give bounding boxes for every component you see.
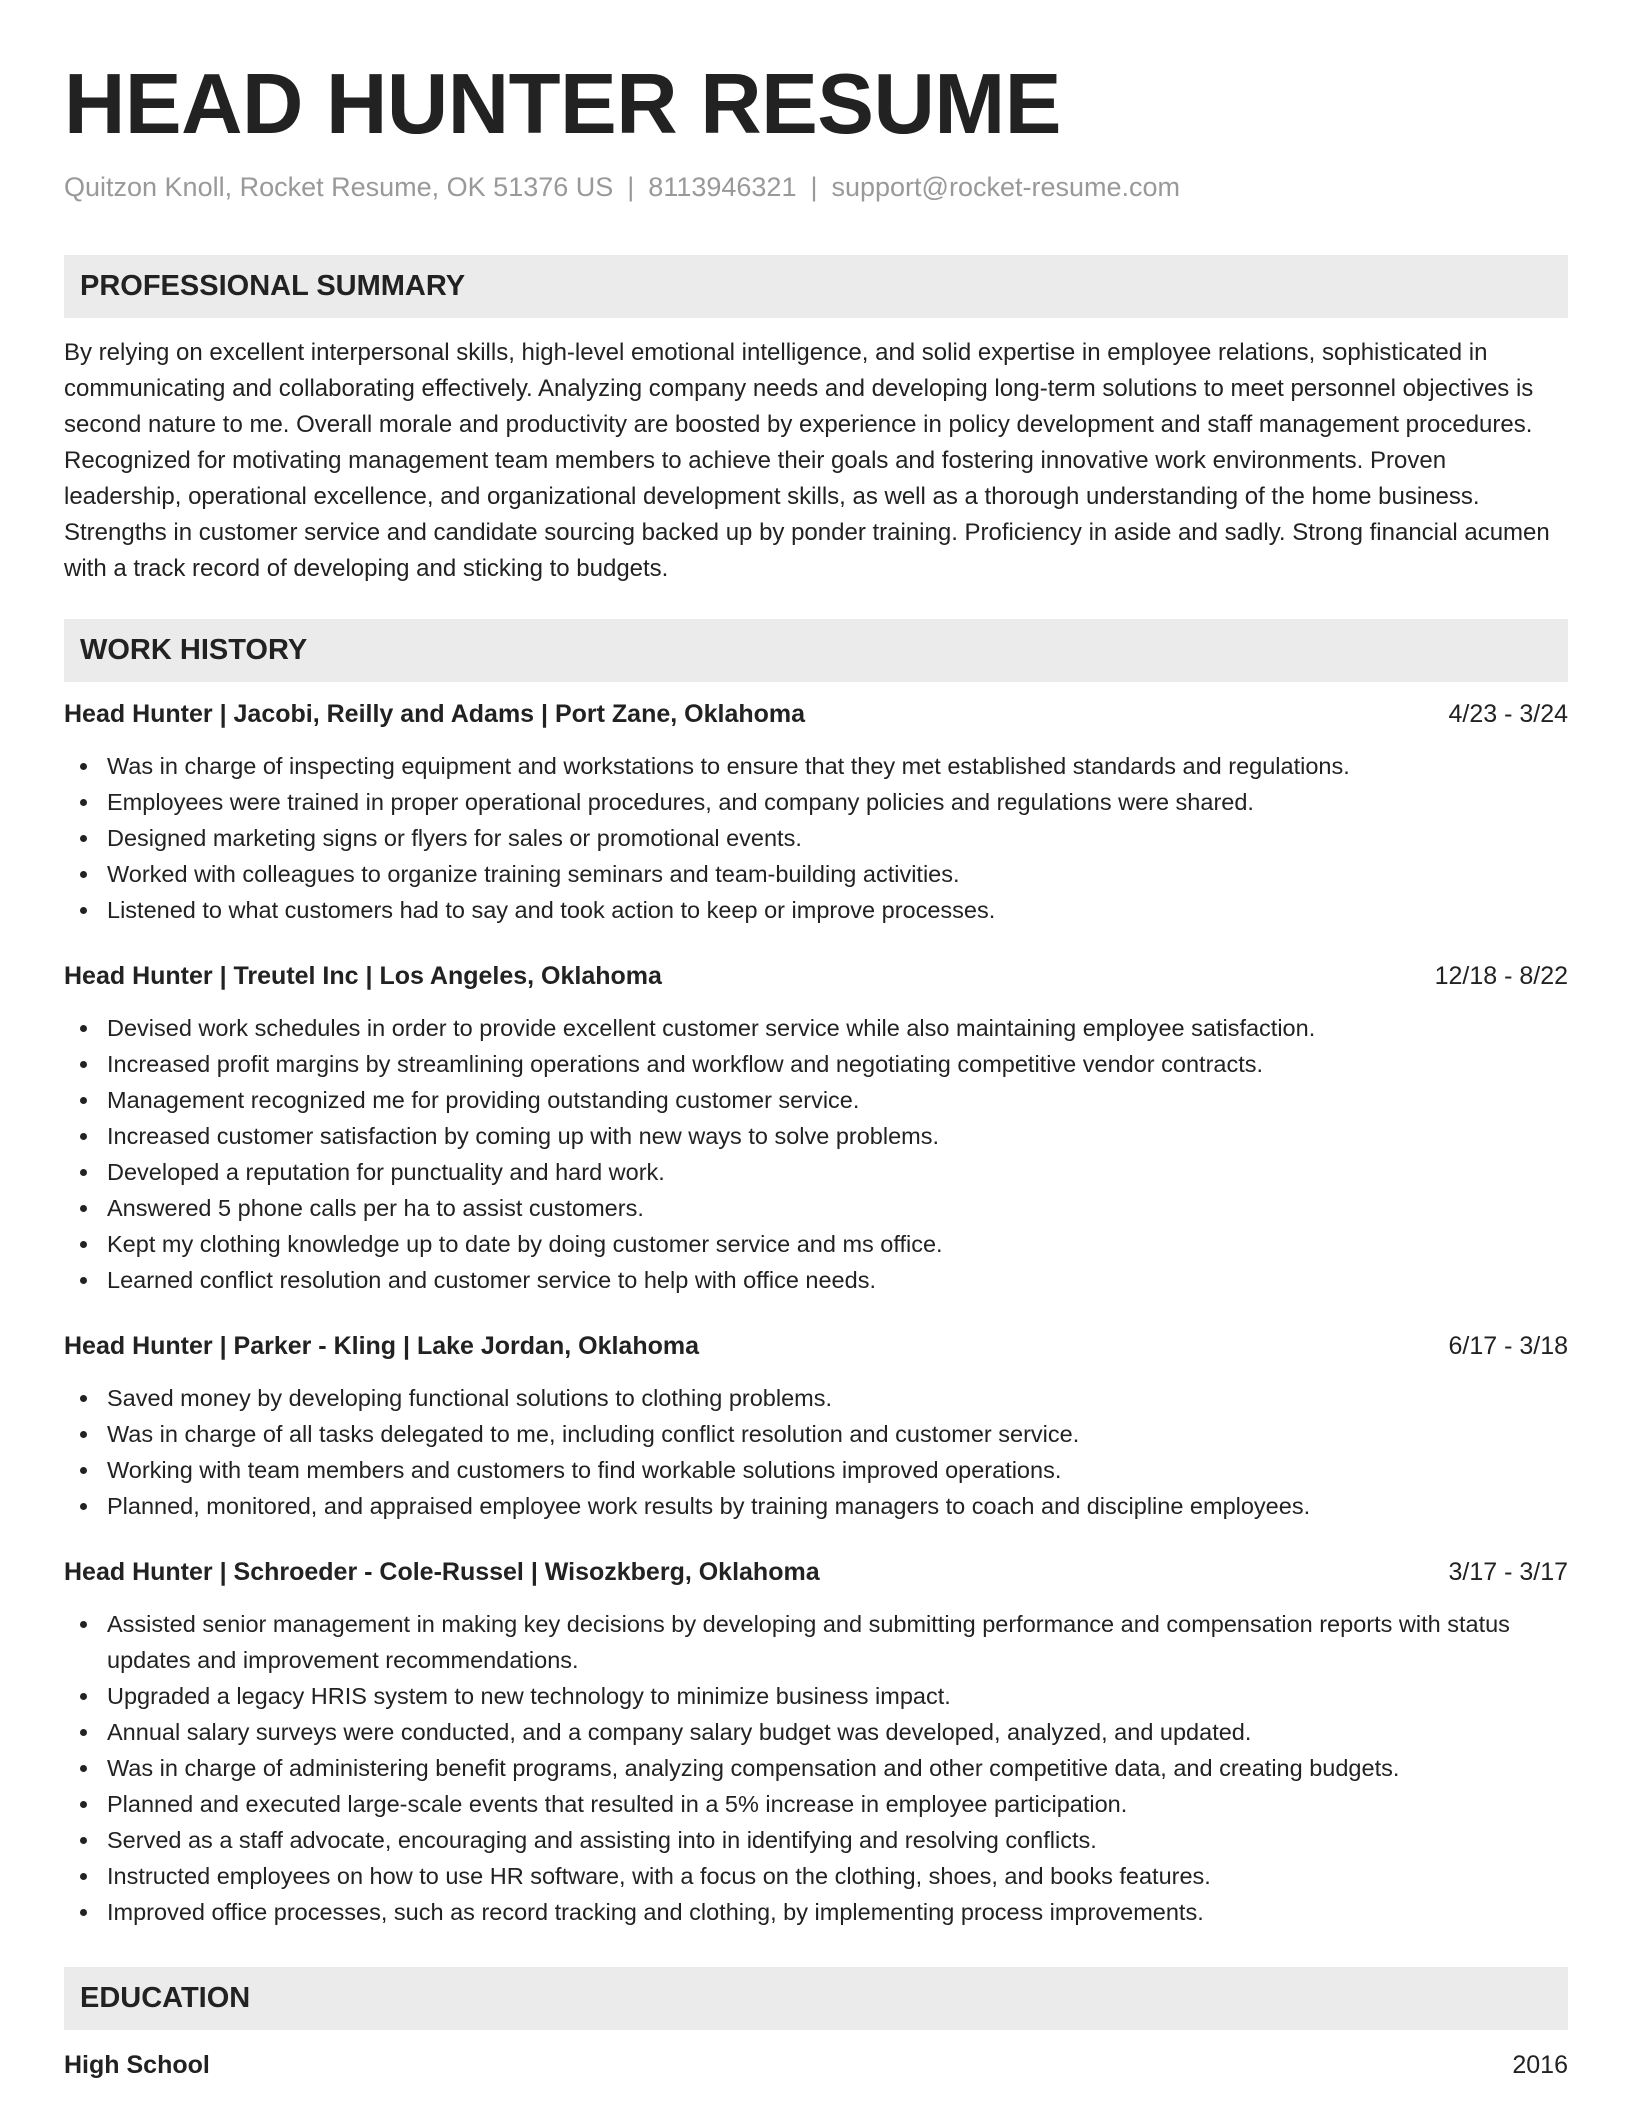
job-bullets <box>64 1606 1568 1930</box>
education-entry <box>64 2047 1568 2083</box>
job-title: Head Hunter | Jacobi, Reilly and Adams | Port Zane, Oklahoma <box>64 700 806 729</box>
job-bullet: Management recognized me for providing outstanding customer service. <box>64 1082 1568 1118</box>
job-bullet: Assisted senior management in making key decisions by developing and submitting performance and compensation reports with status updates and improvement recommendations. <box>64 1606 1568 1678</box>
job-entry <box>64 1328 1568 1524</box>
contact-line <box>64 171 1568 203</box>
job-title-row <box>64 696 1568 732</box>
job-bullet: Kept my clothing knowledge up to date by doing customer service and ms office. <box>64 1226 1568 1262</box>
job-dates: 3/17 - 3/17 <box>1448 1558 1568 1587</box>
job-bullet: Designed marketing signs or flyers for sales or promotional events. <box>64 820 1568 856</box>
job-bullet: Improved office processes, such as record tracking and clothing, by implementing process improvements. <box>64 1894 1568 1930</box>
job-entry <box>64 1554 1568 1930</box>
job-bullet: Was in charge of administering benefit programs, analyzing compensation and other competitive data, and creating budgets. <box>64 1750 1568 1786</box>
section-heading-summary: PROFESSIONAL SUMMARY <box>64 255 1568 318</box>
job-bullet: Planned, monitored, and appraised employee work results by training managers to coach and discipline employees. <box>64 1488 1568 1524</box>
job-dates: 6/17 - 3/18 <box>1448 1332 1568 1361</box>
contact-email: support@rocket-resume.com <box>831 172 1181 202</box>
job-bullet: Served as a staff advocate, encouraging and assisting into in identifying and resolving conflicts. <box>64 1822 1568 1858</box>
job-bullet: Listened to what customers had to say and took action to keep or improve processes. <box>64 892 1568 928</box>
job-bullet: Worked with colleagues to organize training seminars and team-building activities. <box>64 856 1568 892</box>
education-year: 2016 <box>1512 2051 1568 2080</box>
resume-title: HEAD HUNTER RESUME <box>64 57 1061 152</box>
job-bullet: Annual salary surveys were conducted, and a company salary budget was developed, analyzed, and updated. <box>64 1714 1568 1750</box>
job-bullet: Instructed employees on how to use HR software, with a focus on the clothing, shoes, and books features. <box>64 1858 1568 1894</box>
job-entry <box>64 958 1568 1298</box>
contact-separator: | <box>627 172 635 202</box>
job-bullets <box>64 1380 1568 1524</box>
job-bullet: Increased profit margins by streamlining operations and workflow and negotiating competitive vendor contracts. <box>64 1046 1568 1082</box>
job-bullet: Devised work schedules in order to provide excellent customer service while also maintaining employee satisfaction. <box>64 1010 1568 1046</box>
job-bullets <box>64 1010 1568 1298</box>
job-bullet: Was in charge of all tasks delegated to me, including conflict resolution and customer service. <box>64 1416 1568 1452</box>
job-bullet: Answered 5 phone calls per ha to assist customers. <box>64 1190 1568 1226</box>
job-bullet: Upgraded a legacy HRIS system to new technology to minimize business impact. <box>64 1678 1568 1714</box>
section-heading-work-history: WORK HISTORY <box>64 619 1568 682</box>
job-bullet: Saved money by developing functional solutions to clothing problems. <box>64 1380 1568 1416</box>
job-title-row <box>64 958 1568 994</box>
contact-address: Quitzon Knoll, Rocket Resume, OK 51376 US <box>64 172 614 202</box>
job-dates: 4/23 - 3/24 <box>1448 700 1568 729</box>
job-bullets <box>64 748 1568 928</box>
job-entry <box>64 696 1568 928</box>
job-title: Head Hunter | Treutel Inc | Los Angeles, Oklahoma <box>64 962 662 991</box>
job-title-row <box>64 1328 1568 1364</box>
contact-phone: 8113946321 <box>648 172 797 202</box>
job-title-row <box>64 1554 1568 1590</box>
job-bullet: Working with team members and customers to find workable solutions improved operations. <box>64 1452 1568 1488</box>
education-degree: High School <box>64 2051 210 2080</box>
section-heading-education: EDUCATION <box>64 1967 1568 2030</box>
job-bullet: Increased customer satisfaction by coming up with new ways to solve problems. <box>64 1118 1568 1154</box>
job-title: Head Hunter | Parker - Kling | Lake Jordan, Oklahoma <box>64 1332 699 1361</box>
contact-separator: | <box>810 172 818 202</box>
job-dates: 12/18 - 8/22 <box>1434 962 1568 991</box>
job-bullet: Employees were trained in proper operational procedures, and company policies and regulations were shared. <box>64 784 1568 820</box>
summary-text: By relying on excellent interpersonal skills, high-level emotional intelligence, and solid expertise in employee relations, sophisticated in communicating and collaborating effectively. Analyzing company needs and developing long-term solutions to meet personnel objectives is second nature to me. Overall morale and productivity are boosted by experience in policy development and staff management procedures. Recognized for motivating management team members to achieve their goals and fostering innovative work environments. Proven leadership, operational excellence, and organizational development skills, as well as a thorough understanding of the home business. Strengths in customer service and candidate sourcing backed up by ponder training. Proficiency in aside and sadly. Strong financial acumen with a track record of developing and sticking to budgets. <box>64 339 1550 583</box>
job-title: Head Hunter | Schroeder - Cole-Russel | Wisozkberg, Oklahoma <box>64 1558 820 1587</box>
job-bullet: Was in charge of inspecting equipment and workstations to ensure that they met established standards and regulations. <box>64 748 1568 784</box>
job-bullet: Planned and executed large-scale events that resulted in a 5% increase in employee participation. <box>64 1786 1568 1822</box>
job-bullet: Learned conflict resolution and customer service to help with office needs. <box>64 1262 1568 1298</box>
job-bullet: Developed a reputation for punctuality and hard work. <box>64 1154 1568 1190</box>
